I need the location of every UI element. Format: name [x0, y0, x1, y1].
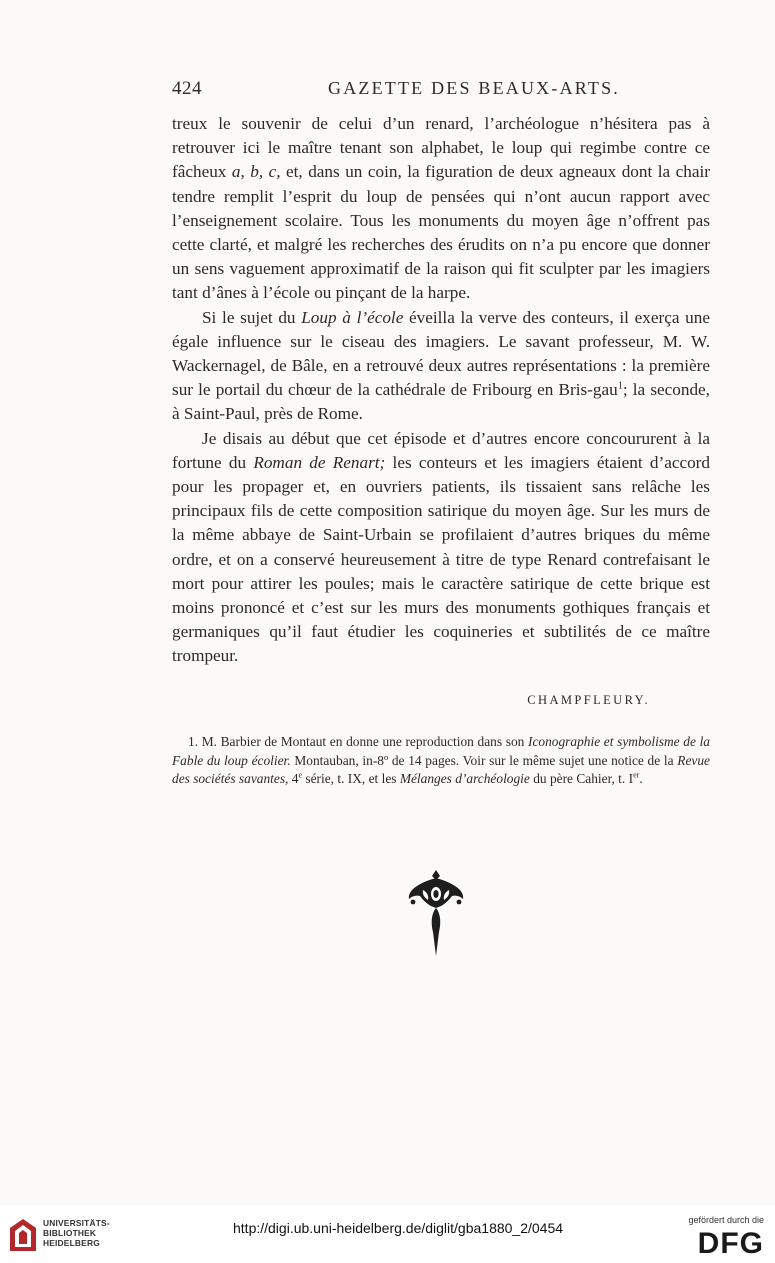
text-run: Montauban, in-8º de 14 pages. Voir sur le même sujet une notice de la: [290, 752, 678, 768]
text-run: 4: [288, 771, 299, 787]
italic-text: Revue des sociétés savantes,: [172, 752, 710, 787]
running-head: [172, 78, 710, 100]
paragraph: [172, 112, 710, 306]
text-run: Si le sujet du: [202, 307, 302, 327]
library-name-line: BIBLIOTHEK: [43, 1228, 97, 1238]
text-run: et, dans un coin, la figuration de deux agneaux dont la chair tendre remplit l’esprit du loup de pensées qui n’ont aucun rapport avec l’enseignement scolaire. Tous les monuments du moyen âge n’offrent pas cette clarté, et malgré les recherches des érudits on n’a pu encore que donner un sens vaguement approximatif de la raison qui fit sculpter par les imagiers tant d’ânes à l’école ou pinçant de la harpe.: [172, 162, 710, 303]
paragraph: [172, 306, 710, 427]
italic-text: Roman de Renart;: [253, 452, 386, 472]
text-run: treux le souvenir de celui d’un renard, l’archéologue n’hésitera pas à retrouver ici le maître tenant son alphabet, le loup qui regimbe contre ce fâcheux: [172, 114, 710, 182]
university-library-logo-icon[interactable]: [8, 1217, 38, 1253]
page-number: 424: [172, 78, 202, 99]
author-signature: CHAMPFLEURY.: [527, 693, 650, 707]
italic-text: Iconographie et symbolisme de la Fable du loup écolier.: [172, 734, 710, 768]
superscript: 1: [617, 380, 623, 392]
text-run: série, t. IX, et les: [302, 771, 400, 787]
digitization-footer: [0, 1205, 775, 1263]
superscript: e: [298, 770, 303, 780]
library-name-line: UNIVERSITÄTS-: [43, 1218, 110, 1228]
fleuron-ornament-icon: [405, 868, 467, 958]
italic-text: a, b, c,: [231, 162, 281, 182]
text-run: éveilla la verve des conteurs, il exerça une égale influence sur le ciseau des imagiers. Le savant professeur, M. W. Wackernagel, de Bâle, en a retrouvé deux autres représentations : la première sur le portail du chœur de la cathédrale de Fribourg en Bris-gau: [172, 307, 710, 400]
text-run: du père Cahier, t. I: [529, 771, 634, 787]
body-text: [172, 112, 710, 669]
permalink-url[interactable]: http://digi.ub.uni-heidelberg.de/diglit/gba1880_2/0454: [233, 1220, 564, 1236]
text-run: ; la seconde, à Saint-Paul, près de Rome.: [172, 380, 710, 424]
italic-text: Mélanges d’archéologie: [399, 771, 530, 787]
library-name-line: HEIDELBERG: [43, 1238, 100, 1248]
superscript: er: [633, 770, 640, 780]
italic-text: Loup à l’école: [301, 307, 404, 327]
library-name[interactable]: [43, 1218, 110, 1248]
running-title: GAZETTE DES BEAUX-ARTS.: [328, 78, 621, 98]
footnote: [172, 733, 710, 789]
funding-caption: gefördert durch die: [688, 1215, 764, 1225]
text-run: .: [639, 771, 643, 787]
paragraph: [172, 427, 710, 669]
text-run: Je disais au début que cet épisode et d’autres encore concoururent à la fortune du: [172, 428, 710, 472]
dfg-logo[interactable]: DFG: [697, 1227, 764, 1260]
text-run: les conteurs et les imagiers étaient d’accord pour les propager et, en ouvriers patients, ils tissaient sans relâche les principaux fils de cette composition satirique du moyen âge. Sur les murs de la même abbaye de Saint-Urbain se profilaient d’autres briques du même ordre, et on a conservé heureusement à titre de type Renard contrefaisant le mort pour attirer les poules; mais le caractère satirique de cette brique est moins prononcé et c’est sur les murs des monuments gothiques français et germaniques qu’il faut étudier les coquineries et subtilités de ce maître trompeur.: [172, 452, 710, 666]
text-run: 1. M. Barbier de Montaut en donne une reproduction dans son: [188, 734, 528, 749]
